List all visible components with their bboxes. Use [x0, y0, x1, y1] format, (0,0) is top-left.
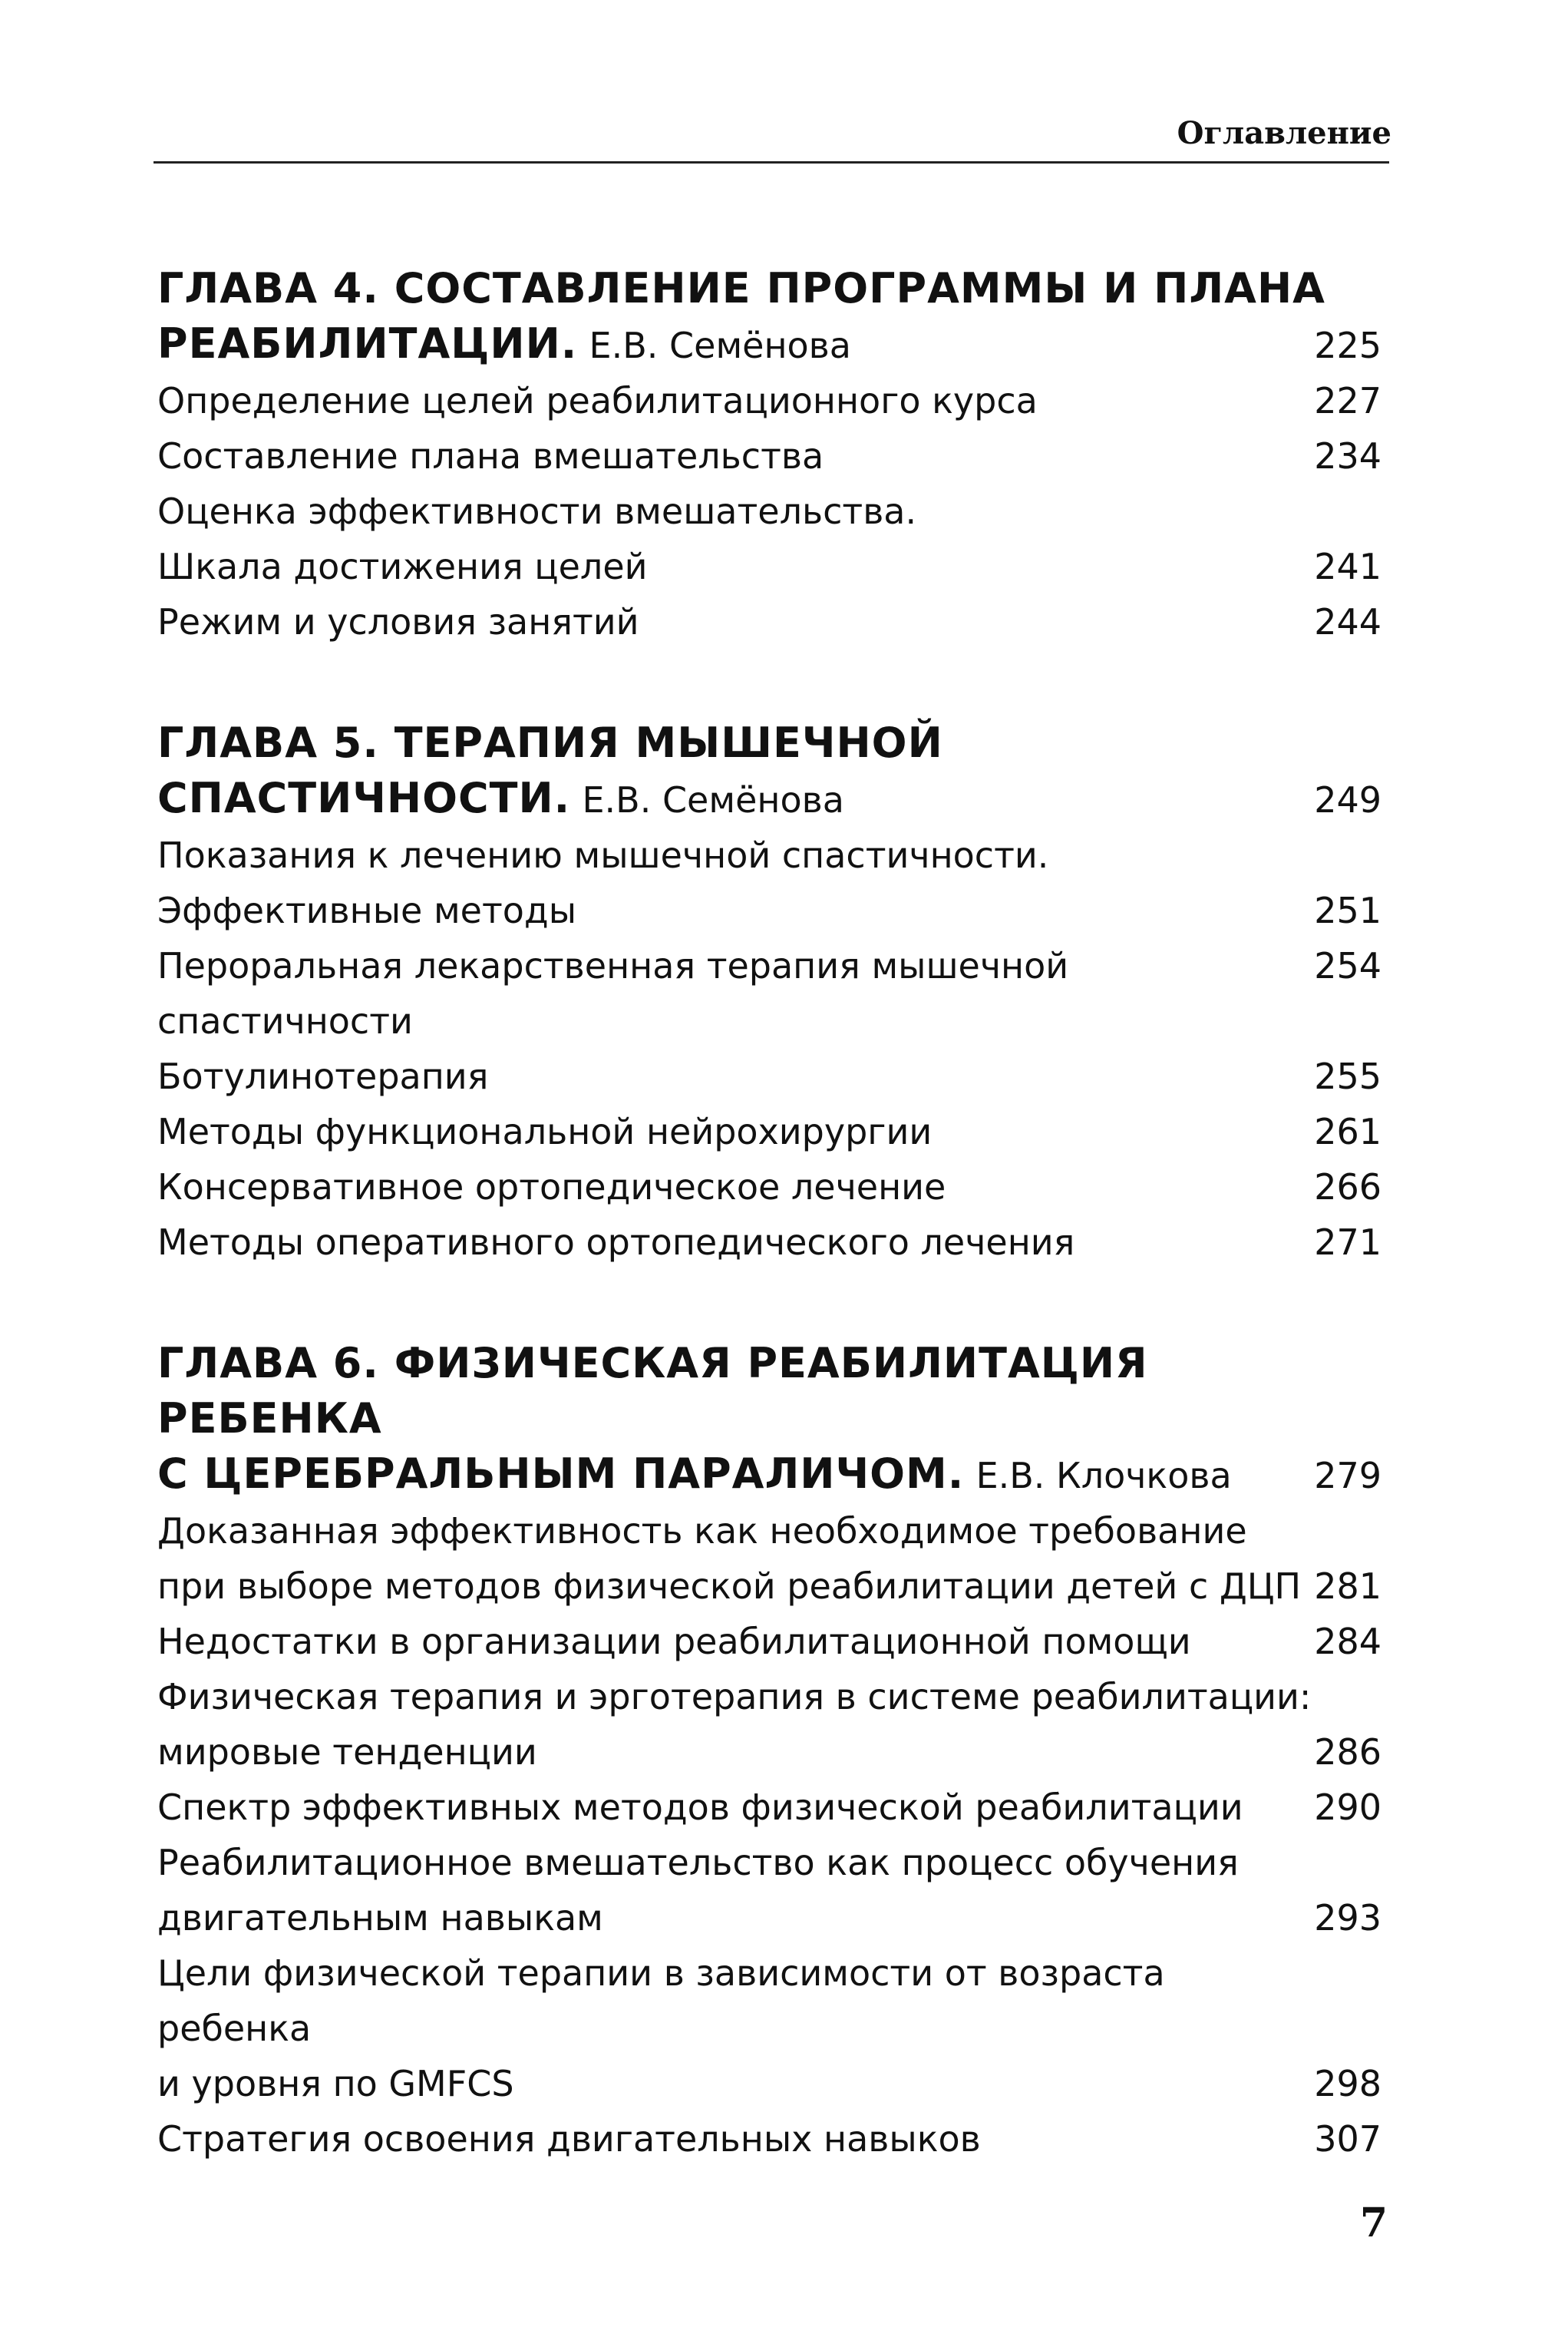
chapter-heading-part: РЕАБИЛИТАЦИИ. — [157, 319, 578, 368]
chapter-heading: ГЛАВА 5. ТЕРАПИЯ МЫШЕЧНОЙ — [157, 719, 943, 767]
entry-page: 234 — [1314, 435, 1381, 477]
entry-page: 227 — [1314, 380, 1381, 421]
entry-title: мировые тенденции — [157, 1731, 537, 1773]
chapter-page: 225 — [1314, 325, 1381, 366]
toc-entry[interactable] — [157, 373, 1381, 428]
entry-page: 241 — [1314, 546, 1381, 587]
entry-page: 255 — [1314, 1056, 1381, 1097]
toc-entry[interactable] — [157, 594, 1381, 650]
entry-title: Консервативное ортопедическое лечение — [157, 1166, 946, 1208]
chapter-heading: ГЛАВА 6. ФИЗИЧЕСКАЯ РЕАБИЛИТАЦИЯ РЕБЕНКА — [157, 1339, 1148, 1443]
running-head: Оглавление — [1177, 115, 1391, 151]
entry-title: Ботулинотерапия — [157, 1056, 489, 1097]
entry-page: 271 — [1314, 1221, 1381, 1263]
chapter-4 — [157, 261, 1381, 650]
chapter-author: Е.В. Клочкова — [975, 1455, 1232, 1496]
toc-entry[interactable] — [157, 828, 1381, 883]
entry-title: Методы функциональной нейрохирургии — [157, 1111, 933, 1152]
entry-title: Цели физической терапии в зависимости от возраста ребенка — [157, 1952, 1165, 2049]
chapter-heading-line — [157, 316, 1381, 373]
chapter-heading-tail — [157, 1446, 1232, 1503]
entry-page: 286 — [1314, 1731, 1381, 1773]
page-number: 7 — [1359, 2200, 1388, 2246]
entry-title: Стратегия освоения двигательных навыков — [157, 2118, 981, 2160]
entry-page: 284 — [1314, 1621, 1381, 1662]
entry-title: Составление плана вмешательства — [157, 435, 824, 477]
toc-entry[interactable] — [157, 1104, 1381, 1159]
entry-title: Эффективные методы — [157, 890, 577, 931]
toc-entry[interactable] — [157, 2111, 1381, 2167]
chapter-page: 249 — [1314, 779, 1381, 821]
chapter-author: Е.В. Семёнова — [582, 779, 844, 821]
toc-entry[interactable] — [157, 1945, 1381, 2056]
entry-title: Пероральная лекарственная терапия мышечной спастичности — [157, 945, 1069, 1042]
entry-page: 254 — [1314, 945, 1381, 987]
chapter-author: Е.В. Семёнова — [589, 325, 851, 366]
entry-title: при выборе методов физической реабилитации детей с ДЦП — [157, 1565, 1302, 1607]
toc-entry[interactable] — [157, 883, 1381, 938]
chapter-heading-line — [157, 771, 1381, 828]
entry-title: двигательным навыкам — [157, 1897, 603, 1939]
chapter-page: 279 — [1314, 1455, 1381, 1496]
toc-entry[interactable] — [157, 1780, 1381, 1835]
chapter-heading: ГЛАВА 4. СОСТАВЛЕНИЕ ПРОГРАММЫ И ПЛАНА — [157, 264, 1325, 312]
entry-page: 298 — [1314, 2063, 1381, 2104]
entry-page: 244 — [1314, 601, 1381, 643]
chapter-heading-tail — [157, 316, 851, 373]
entry-page: 261 — [1314, 1111, 1381, 1152]
entry-title: Режим и условия занятий — [157, 601, 639, 643]
entry-title: Недостатки в организации реабилитационной помощи — [157, 1621, 1191, 1662]
toc-entry[interactable] — [157, 1503, 1381, 1559]
entry-title: Шкала достижения целей — [157, 546, 648, 587]
toc-entry[interactable] — [157, 1835, 1381, 1890]
entry-title: Спектр эффективных методов физической реабилитации — [157, 1787, 1243, 1828]
header-rule — [153, 161, 1389, 164]
toc-entry[interactable] — [157, 1159, 1381, 1215]
toc-entry[interactable] — [157, 1049, 1381, 1104]
toc-entry[interactable] — [157, 1890, 1381, 1945]
chapter-heading-part: СПАСТИЧНОСТИ. — [157, 774, 571, 822]
table-of-contents — [157, 261, 1381, 2233]
entry-title: Показания к лечению мышечной спастичности. — [157, 835, 1049, 876]
entry-title: Доказанная эффективность как необходимое требование — [157, 1510, 1247, 1552]
toc-entry[interactable] — [157, 428, 1381, 484]
entry-title: и уровня по GMFCS — [157, 2063, 514, 2104]
entry-page: 281 — [1314, 1565, 1381, 1607]
chapter-5 — [157, 716, 1381, 1270]
toc-entry[interactable] — [157, 938, 1381, 1049]
toc-entry[interactable] — [157, 2056, 1381, 2111]
toc-entry[interactable] — [157, 1669, 1381, 1724]
entry-title: Методы оперативного ортопедического лечения — [157, 1221, 1075, 1263]
chapter-heading-line — [157, 1446, 1381, 1503]
toc-entry[interactable] — [157, 539, 1381, 594]
entry-page: 251 — [1314, 890, 1381, 931]
chapter-heading-part: С ЦЕРЕБРАЛЬНЫМ ПАРАЛИЧОМ. — [157, 1449, 965, 1498]
entry-title: Оценка эффективности вмешательства. — [157, 491, 917, 532]
toc-entry[interactable] — [157, 1559, 1381, 1614]
entry-title: Физическая терапия и эрготерапия в системе реабилитации: — [157, 1676, 1312, 1717]
chapter-heading-tail — [157, 771, 844, 828]
entry-page: 290 — [1314, 1787, 1381, 1828]
toc-entry[interactable] — [157, 1215, 1381, 1270]
toc-entry[interactable] — [157, 1614, 1381, 1669]
entry-title: Определение целей реабилитационного курса — [157, 380, 1038, 421]
toc-entry[interactable] — [157, 484, 1381, 539]
entry-page: 307 — [1314, 2118, 1381, 2160]
entry-page: 266 — [1314, 1166, 1381, 1208]
chapter-6 — [157, 1336, 1381, 2167]
toc-entry[interactable] — [157, 1724, 1381, 1780]
entry-title: Реабилитационное вмешательство как процесс обучения — [157, 1842, 1239, 1883]
entry-page: 293 — [1314, 1897, 1381, 1939]
